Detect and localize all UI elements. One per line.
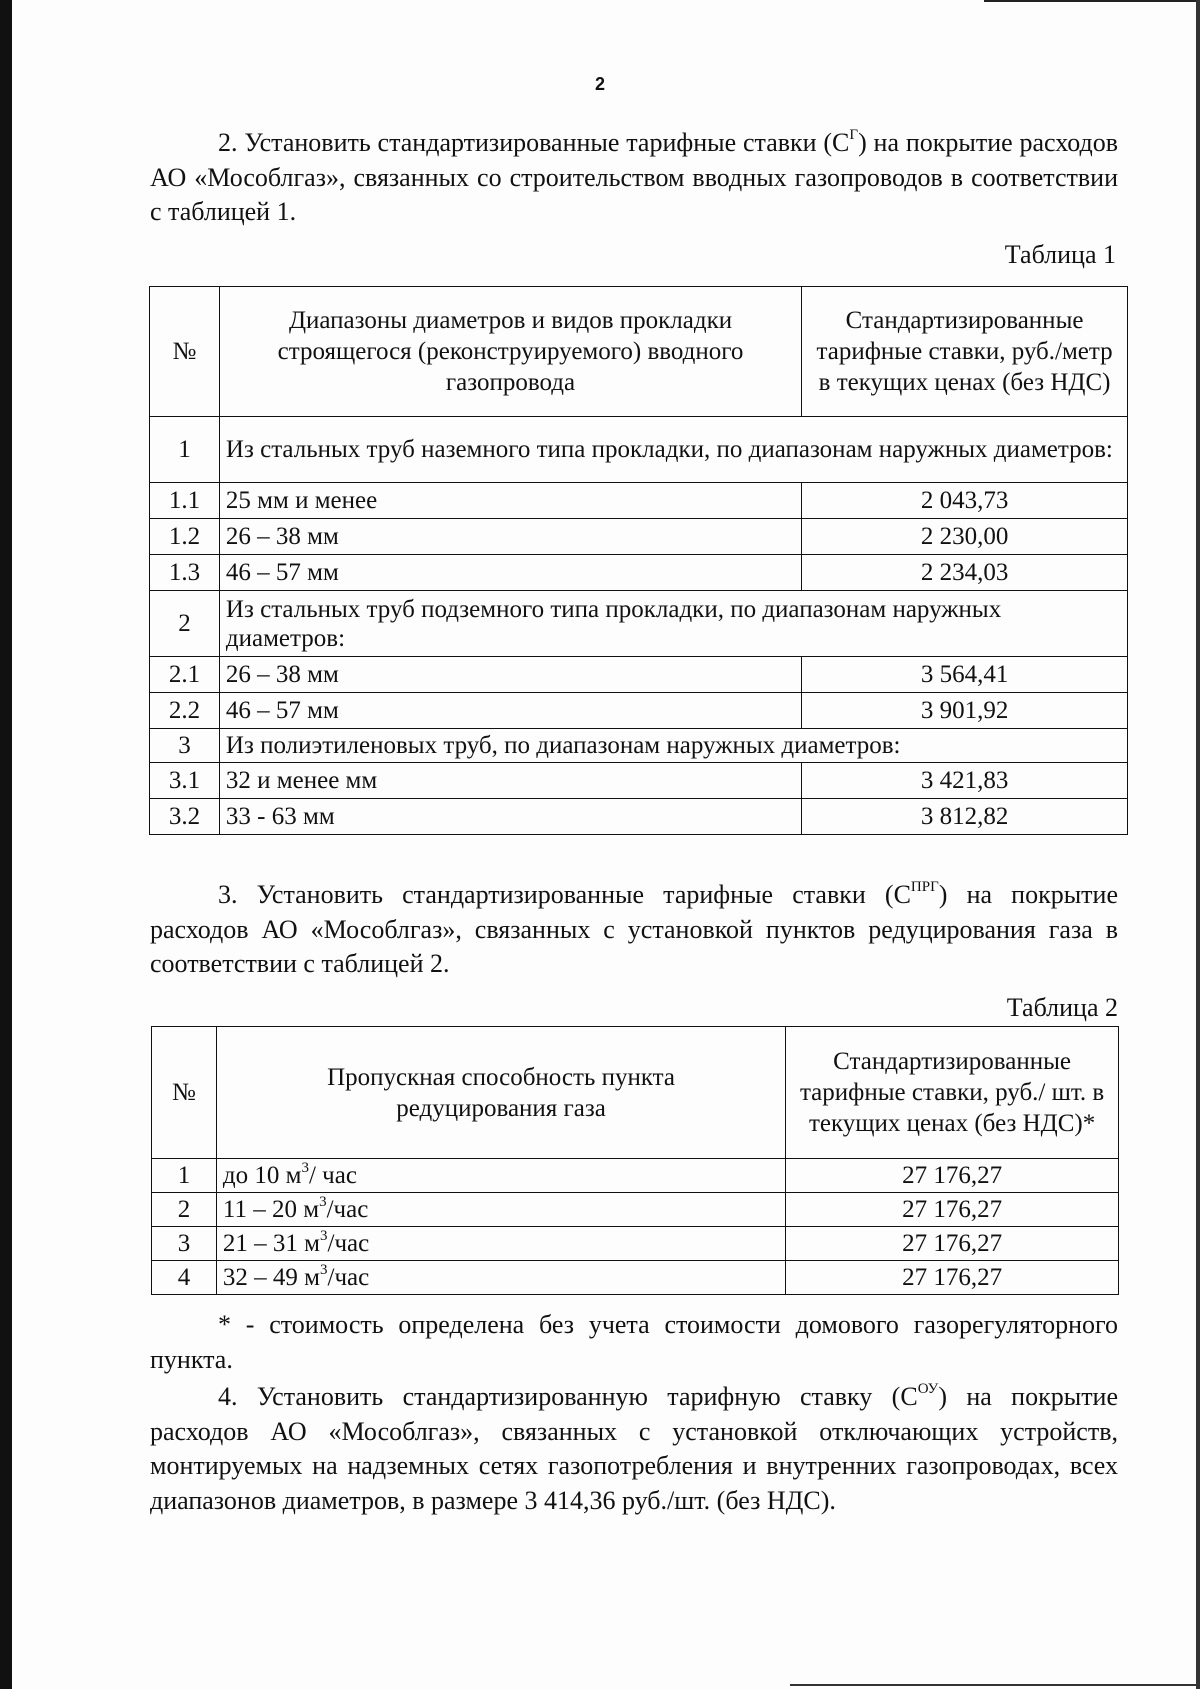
section-2-paragraph: 2. Установить стандартизированные тарифные ставки $(С^Г)$ на покрытие расходов АО «Мособлгаз», связанных со строительством вводных газопроводов в соответствии с таблицей 1. xyxy=(150,127,1118,226)
table-row: 4 32 – 49 $м^3$/час 27 176,27 xyxy=(152,1261,1119,1295)
table-2 xyxy=(151,1026,1119,1295)
table-row: 2.1 26 – 38 мм 3 564,41 xyxy=(150,657,1128,693)
table-row: 3 Из полиэтиленовых труб, по диапазонам наружных диаметров: xyxy=(150,729,1128,763)
section-2-number: 2. xyxy=(218,128,238,157)
section-3-number: 3. xyxy=(218,880,238,909)
table-2-header-rate: Стандартизированные тарифные ставки, руб./ шт. в текущих ценах (без НДС)* xyxy=(786,1027,1119,1159)
table-row: 3.2 33 - 63 мм 3 812,82 xyxy=(150,799,1128,835)
table-row: 3 21 – 31 $м^3$/час 27 176,27 xyxy=(152,1227,1119,1261)
table-1-header-row xyxy=(150,287,1128,417)
section-4-paragraph: 4. Установить стандартизированную тарифную ставку $(С^{ОУ})$ на покрытие расходов АО «Мособлгаз», связанных с установкой отключающих устройств, монтируемых на надземных сетях газопотребления и внутренних газопроводах, всех диапазонов диаметров, в размере 3 414,36 руб./шт. (без НДС). xyxy=(150,1381,1119,1515)
table-1-header-num: № xyxy=(150,287,220,417)
table-row: 3.1 32 и менее мм 3 421,83 xyxy=(150,763,1128,799)
table-row: 2 Из стальных труб подземного типа прокладки, по диапазонам наружных диаметров: xyxy=(150,591,1128,657)
scan-right-edge xyxy=(1196,0,1200,1689)
table-2-header-capacity: Пропускная способность пункта редуцирования газа xyxy=(216,1027,785,1159)
section-3-paragraph: 3. Установить стандартизированные тарифные ставки $(С^{ПРГ})$ на покрытие расходов АО «Мособлгаз», связанных с установкой пунктов редуцирования газа в соответствии с таблицей 2. xyxy=(150,879,1118,978)
page-number: 2 xyxy=(594,74,605,94)
table-1-header-range: Диапазоны диаметров и видов прокладки строящегося (реконструируемого) вводного газопровода xyxy=(219,287,801,417)
table-1-caption: Таблица 1 xyxy=(1004,240,1116,269)
table-row: 1.3 46 – 57 мм 2 234,03 xyxy=(150,555,1128,591)
scan-left-edge xyxy=(0,0,12,1689)
table-1 xyxy=(149,286,1128,835)
table-row: 2 11 – 20 $м^3$/час 27 176,27 xyxy=(152,1193,1119,1227)
table-2-header-row xyxy=(152,1027,1119,1159)
table-row: 2.2 46 – 57 мм 3 901,92 xyxy=(150,693,1128,729)
table-2-header-num: № xyxy=(152,1027,217,1159)
table-1-header-rate: Стандартизированные тарифные ставки, руб./метр в текущих ценах (без НДС) xyxy=(802,287,1128,417)
table-row: 1 до 10 $м^3/$ час 27 176,27 xyxy=(152,1159,1119,1193)
table-2-caption: Таблица 2 xyxy=(1006,993,1118,1022)
table-row: 1.1 25 мм и менее 2 043,73 xyxy=(150,483,1128,519)
table-row: 1 Из стальных труб наземного типа прокладки, по диапазонам наружных диаметров: xyxy=(150,417,1128,483)
table-row: 1.2 26 – 38 мм 2 230,00 xyxy=(150,519,1128,555)
scan-bottom-edge xyxy=(790,1684,1200,1686)
footnote: * - стоимость определена без учета стоимости домового газорегуляторного пункта. xyxy=(150,1310,1118,1374)
scan-top-edge xyxy=(984,0,1200,2)
section-4-number: 4. xyxy=(218,1382,238,1411)
